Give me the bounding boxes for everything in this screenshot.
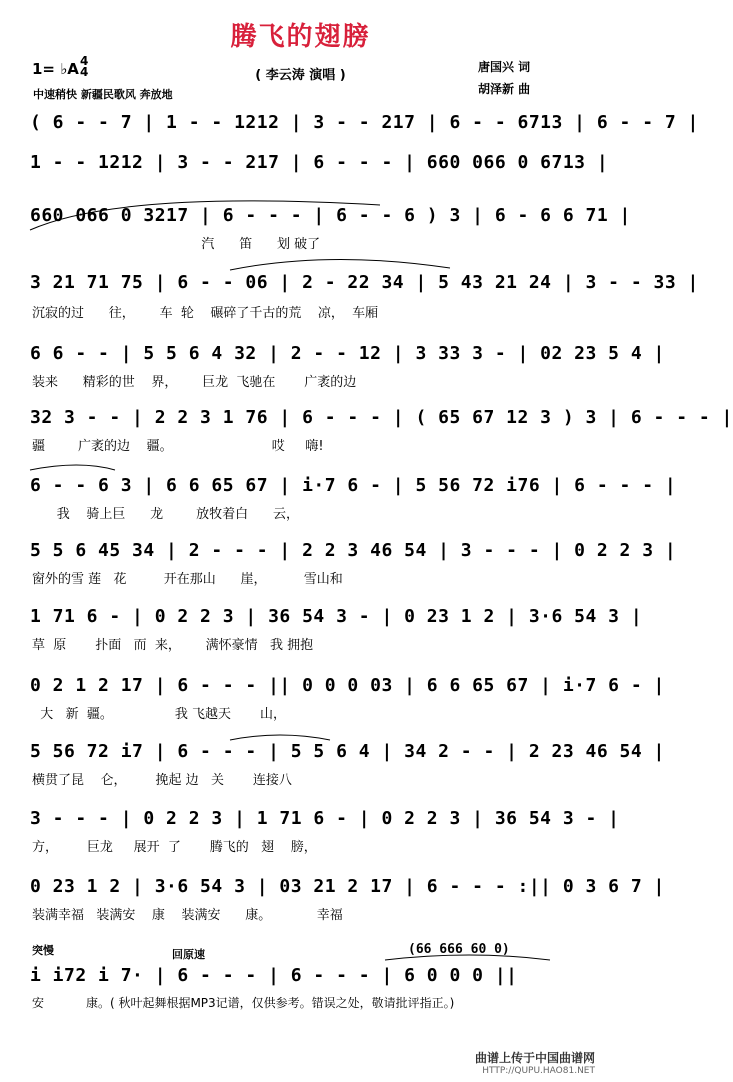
notation-line: 32 3 - - | 2 2 3 1 76 | 6 - - - | ( 65 67 12 3 ) 3 | 6 - - - | [30,407,733,428]
lyric-line: 大 新 疆。 我 飞越天 山， [32,707,286,722]
song-title: 腾飞的翅膀 [230,22,371,52]
resume-tempo-mark: 回原速 [172,948,205,961]
notation-line: i i72 i 7· | 6 - - - | 6 - - - | 6 0 0 0 || [30,965,518,986]
notation-line: 5 56 72 i7 | 6 - - - | 5 5 6 4 | 34 2 - - | 2 23 46 54 | [30,741,665,762]
footer-url[interactable]: HTTP://QUPU.HAO81.NET [482,1066,595,1076]
singer-credit: ( 李云涛 演唱 ) [255,68,346,83]
lyric-line: 安 康。( 秋叶起舞根据MP3记谱，仅供参考。错误之处，敬请批评指正。) [32,996,455,1010]
slur [30,201,380,230]
key-signature: 1= ♭A [32,60,79,78]
lyric-line: 我 骑上巨 龙 放牧着白 云， [32,507,299,522]
lyricist-credit: 唐国兴 词 [478,60,531,74]
site-footer [475,1052,595,1078]
lyric-line: 汽 笛 划 破了 [32,237,321,252]
slur [30,465,115,470]
notation-line: 3 - - - | 0 2 2 3 | 1 71 6 - | 0 2 2 3 | 36 54 3 - | [30,808,620,829]
tempo-marking: 中速稍快 新疆民歌风 奔放地 [33,88,173,101]
lyric-line: 装满幸福 装满安 康 装满安 康。 幸福 [32,908,343,923]
notation-line: 0 2 1 2 17 | 6 - - - || 0 0 0 03 | 6 6 65 67 | i·7 6 - | [30,675,665,696]
lyric-line: 横贯了昆 仑， 挽起 边 关 连接八 [32,773,292,788]
slur [385,955,550,960]
lyric-line: 草 原 扑面 而 来， 满怀豪情 我 拥抱 [32,638,314,653]
lyric-line: 疆 广袤的边 疆。 哎 嗨! [32,439,324,454]
slur [230,735,330,740]
footer-site-name: 曲谱上传于中国曲谱网 [474,1051,595,1065]
time-numerator: 4 [80,54,89,68]
notation-line: 1 - - 1212 | 3 - - 217 | 6 - - - | 660 066 0 6713 | [30,152,609,173]
notation-line: 5 5 6 45 34 | 2 - - - | 2 2 3 46 54 | 3 - - - | 0 2 2 3 | [30,540,677,561]
lyric-line: 窗外的雪 莲 花 开在那山 崖， 雪山和 [32,572,343,587]
small-notes-mark: (66 666 60 0) [408,942,510,957]
composer-credit: 胡泽新 曲 [478,82,531,96]
lyric-line: 装来 精彩的世 界， 巨龙 飞驰在 广袤的边 [32,375,357,390]
notation-line: 660 066 0 3217 | 6 - - - | 6 - - 6 ) 3 | 6 - 6 6 71 | [30,205,631,226]
time-denominator: 4 [80,65,89,79]
lyric-line: 沉寂的过 往， 车 轮 碾碎了千古的荒 凉， 车厢 [32,306,379,321]
notation-line: ( 6 - - 7 | 1 - - 1212 | 3 - - 217 | 6 - - 6713 | 6 - - 7 | [30,112,699,133]
notation-line: 3 21 71 75 | 6 - - 06 | 2 - 22 34 | 5 43 21 24 | 3 - - 33 | [30,272,699,293]
notation-line: 6 6 - - | 5 5 6 4 32 | 2 - - 12 | 3 33 3 - | 02 23 5 4 | [30,343,665,364]
slur [230,259,450,270]
slow-down-mark: 突慢 [32,944,54,957]
notation-line: 1 71 6 - | 0 2 2 3 | 36 54 3 - | 0 23 1 2 | 3·6 54 3 | [30,606,643,627]
notation-line: 6 - - 6 3 | 6 6 65 67 | i·7 6 - | 5 56 72 i76 | 6 - - - | [30,475,677,496]
lyric-line: 方， 巨龙 展开 了 腾飞的 翅 膀， [32,840,317,855]
notation-line: 0 23 1 2 | 3·6 54 3 | 03 21 2 17 | 6 - - - :|| 0 3 6 7 | [30,876,665,897]
